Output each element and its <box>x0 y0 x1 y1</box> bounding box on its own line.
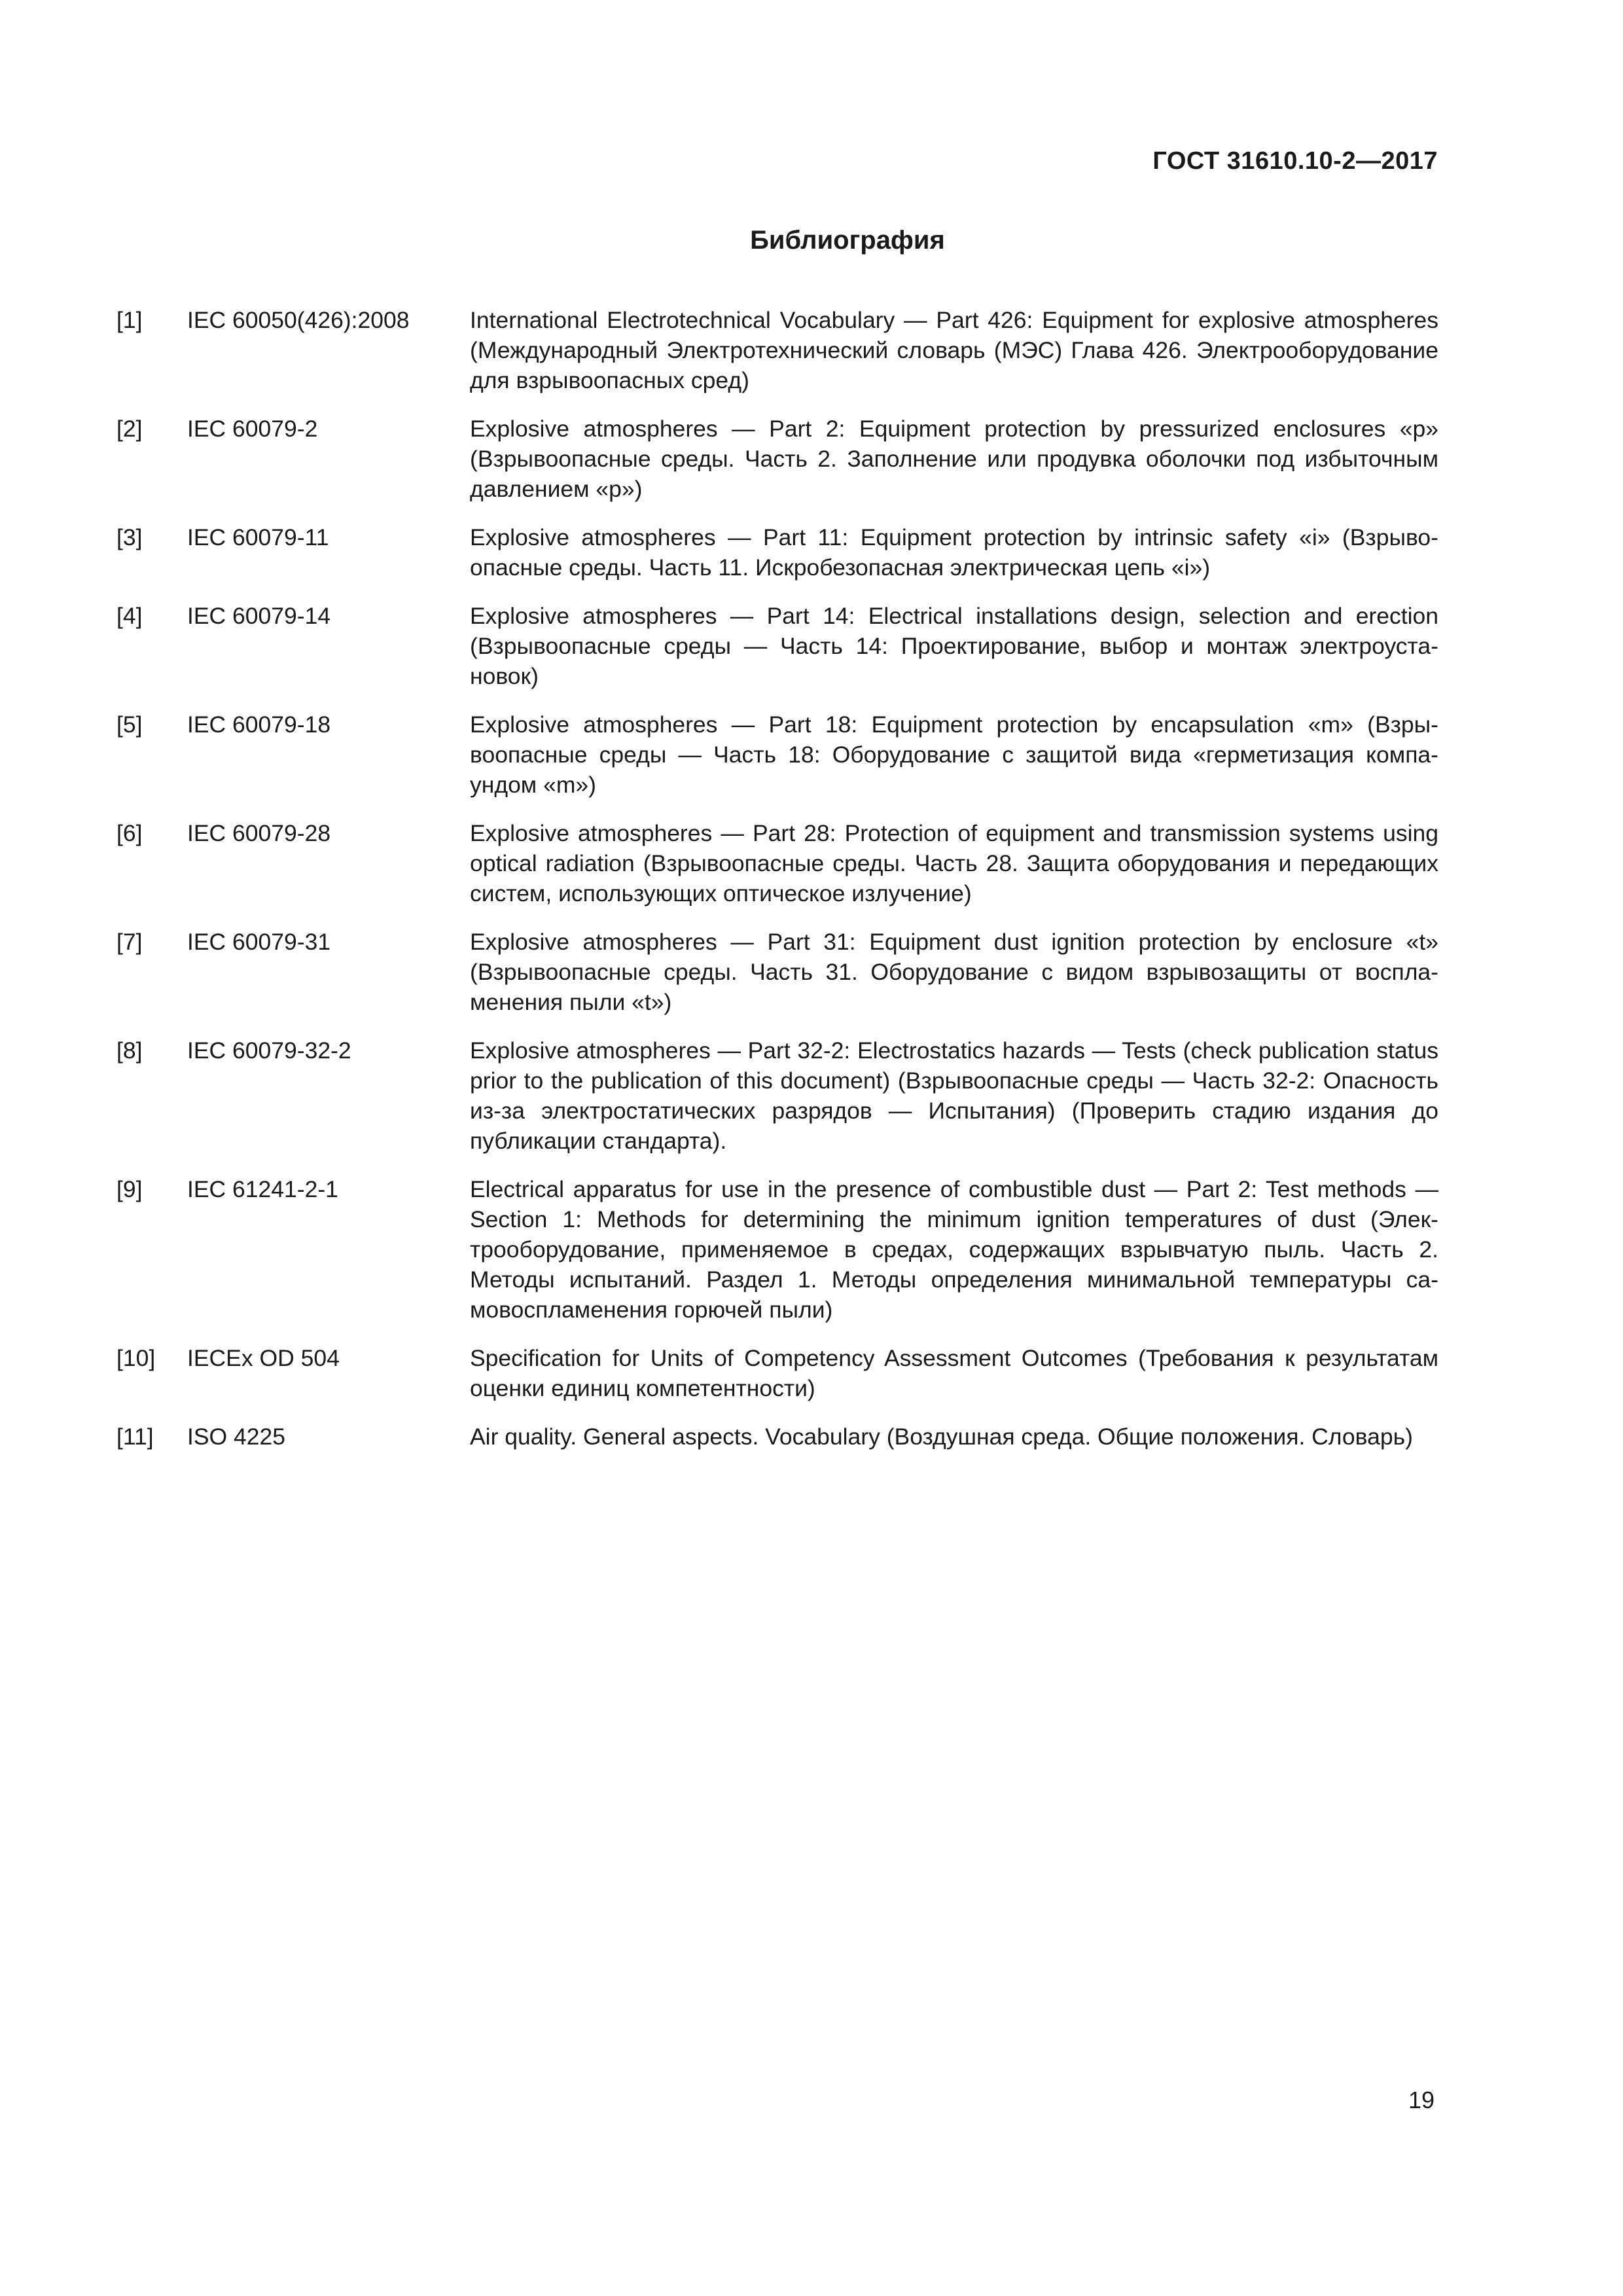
entry-number: [4] <box>116 603 143 629</box>
bibliography-entry <box>116 601 1438 691</box>
entry-description: Electrical apparatus for use in the presence of combustible dust — Part 2: Test methods — Section 1: Methods for determining the minimum ignition temperatures of dust (Электрооборудование, применяемое в средах, содержащих взрывчатую пыль. Часть 2. Методы испытаний. Раздел 1. Методы определения минимальной температуры самовоспламенения горючей пыли) <box>470 1176 1438 1323</box>
entry-description: Explosive atmospheres — Part 14: Electrical installations design, selection and erection (Взрывоопасные среды — Часть 14: Проектирование, выбор и монтаж электроустановок) <box>470 603 1438 689</box>
entry-number: [5] <box>116 711 143 738</box>
bibliography-entry <box>116 1343 1438 1403</box>
entry-description: Explosive atmospheres — Part 18: Equipment protection by encapsulation «m» (Взрывоопасные среды — Часть 18: Оборудование с защитой вида «герметизация компаундом «m») <box>470 711 1438 798</box>
entry-standard-code: IEC 61241-2-1 <box>187 1176 338 1202</box>
entry-number: [7] <box>116 929 143 955</box>
entry-description: Explosive atmospheres — Part 32-2: Electrostatics hazards — Tests (check publication status prior to the publication of this document) (Взрывоопасные среды — Часть 32-2: Опасность из-за электростатических разрядов — Испытания) (Проверить стадию издания до публикации стандарта). <box>470 1037 1438 1154</box>
entry-standard-code: IEC 60079-28 <box>187 820 331 846</box>
bibliography-list <box>116 305 1438 1470</box>
entry-description: Explosive atmospheres — Part 31: Equipment dust ignition protection by enclosure «t» (Взрывоопасные среды. Часть 31. Оборудование с видом взрывозащиты от воспламенения пыли «t») <box>470 929 1438 1015</box>
bibliography-entry <box>116 522 1438 583</box>
entry-number: [10] <box>116 1345 156 1371</box>
entry-description: Explosive atmospheres — Part 2: Equipment protection by pressurized enclosures «p» (Взрывоопасные среды. Часть 2. Заполнение или продувка оболочки под избыточным давлением «p») <box>470 416 1438 502</box>
page-number: 19 <box>1408 2087 1435 2113</box>
entry-description: International Electrotechnical Vocabulary — Part 426: Equipment for explosive atmospheres (Международный Электротехнический словарь (МЭС) Глава 426. Электрооборудование для взрывоопасных сред) <box>470 307 1438 393</box>
entry-standard-code: IEC 60079-14 <box>187 603 331 629</box>
entry-standard-code: IEC 60079-11 <box>187 524 329 550</box>
bibliography-entry <box>116 1422 1438 1452</box>
bibliography-entry <box>116 818 1438 908</box>
entry-number: [2] <box>116 416 143 442</box>
entry-description: Specification for Units of Competency Assessment Outcomes (Требования к результатам оценки единиц компетентности) <box>470 1345 1438 1401</box>
entry-description: Air quality. General aspects. Vocabulary (Воздушная среда. Общие положения. Словарь) <box>470 1424 1413 1450</box>
bibliography-entry <box>116 414 1438 504</box>
entry-description: Explosive atmospheres — Part 28: Protection of equipment and transmission systems using optical radiation (Взрывоопасные среды. Часть 28. Защита оборудования и передающих систем, использующих оптическое излучение) <box>470 820 1438 906</box>
document-code: ГОСТ 31610.10-2—2017 <box>1152 147 1438 175</box>
entry-number: [6] <box>116 820 143 846</box>
entry-standard-code: IEC 60079-18 <box>187 711 331 738</box>
bibliography-entry <box>116 1035 1438 1156</box>
entry-description: Explosive atmospheres — Part 11: Equipment protection by intrinsic safety «i» (Взрывоопасные среды. Часть 11. Искробезопасная электрическая цепь «i») <box>470 524 1438 581</box>
entry-number: [1] <box>116 307 143 333</box>
entry-standard-code: IEC 60050(426):2008 <box>187 307 410 333</box>
bibliography-entry <box>116 709 1438 800</box>
entry-number: [11] <box>116 1424 154 1450</box>
entry-standard-code: IECEx OD 504 <box>187 1345 340 1371</box>
bibliography-entry <box>116 1174 1438 1325</box>
entry-standard-code: ISO 4225 <box>187 1424 285 1450</box>
entry-number: [3] <box>116 524 143 550</box>
bibliography-entry <box>116 305 1438 395</box>
entry-standard-code: IEC 60079-2 <box>187 416 318 442</box>
bibliography-entry <box>116 927 1438 1017</box>
entry-standard-code: IEC 60079-32-2 <box>187 1037 351 1064</box>
entry-number: [8] <box>116 1037 143 1064</box>
entry-standard-code: IEC 60079-31 <box>187 929 331 955</box>
page-title: Библиография <box>750 226 945 255</box>
entry-number: [9] <box>116 1176 143 1202</box>
